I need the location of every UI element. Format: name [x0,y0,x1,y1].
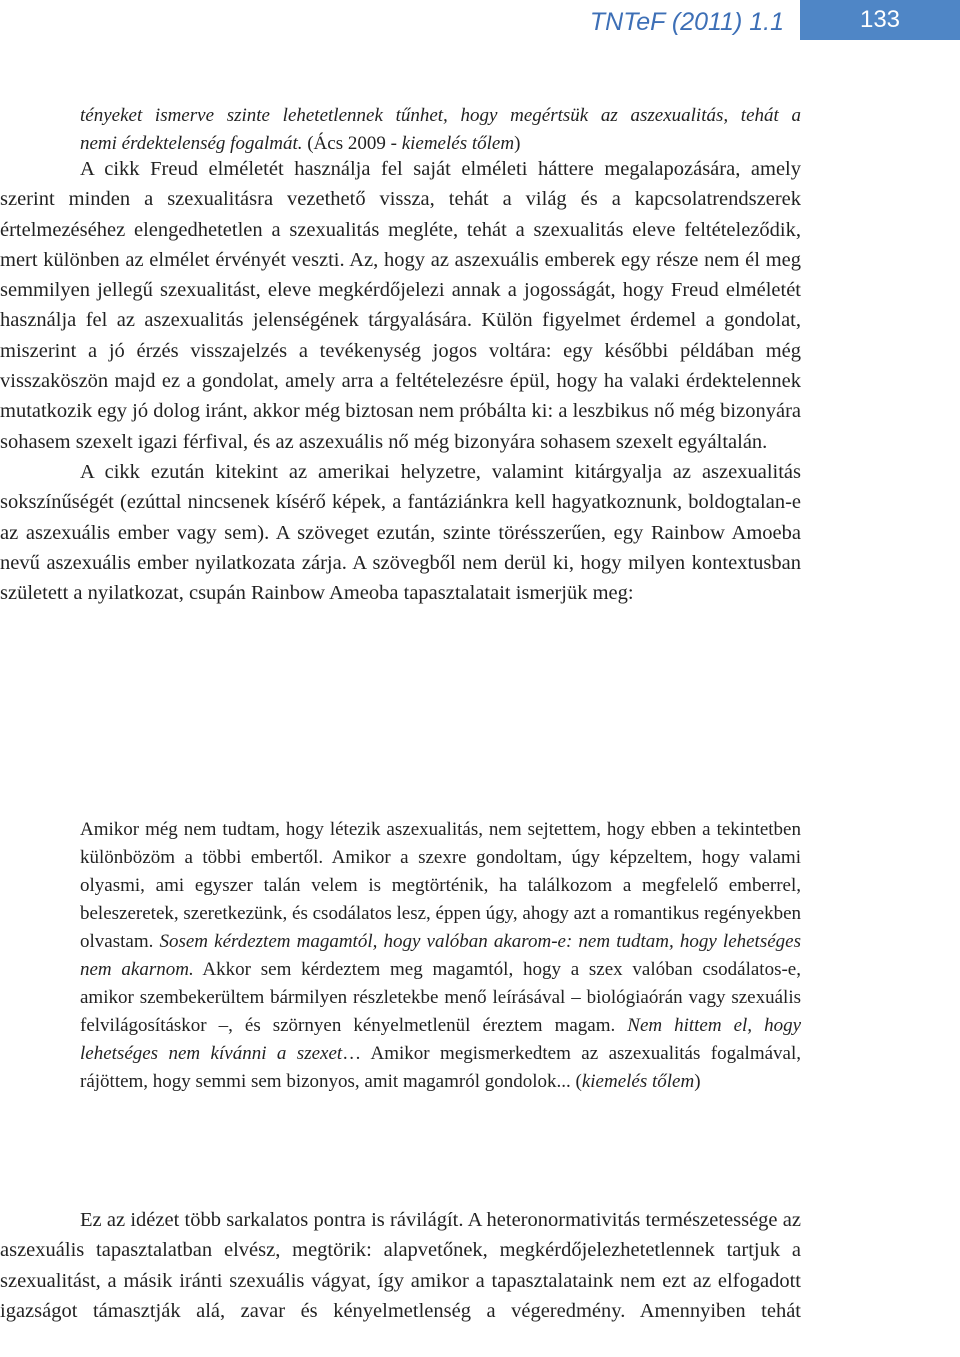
journal-title: TNTeF (2011) 1.1 [589,8,784,36]
intro-line-2: nemi érdektelenség fogalmát. (Ács 2009 - kiemelés tőlem) [80,133,521,154]
paragraph-heteronormativity: Ez az idézet több sarkalatos pontra is rávilágít. A heteronormativitás természetessége az aszexuális tapasztalatban elvész, megtörik: alapvetőnek, megkérdőjelezhetetlennek tartjuk a szexualitást, a másik iránti szexuális vágyat, így amikor a tapasztalataink nem ezt az elfogadott igazságot támasztják alá, zavar és kényelmetlenség a végeredmény. Amennyiben tehát [0,1209,801,1322]
block-quote [80,816,801,1096]
body-text-1 [0,154,801,608]
quote-ending [80,102,801,158]
paragraph-america: A cikk ezután kitekint az amerikai helyzetre, valamint kitárgyalja az aszexualitás sokszínűségét (ezúttal nincsenek kísérő képek, a fantáziánkra kell hagyatkoznunk, boldogtalan-e az aszexuális ember vagy sem). A szöveget ezután, szinte törésszerűen, egy Rainbow Amoeba nevű aszexuális ember nyilatkozata zárja. A szövegből nem derül ki, hogy milyen kontextusban született a nyilatkozat, csupán Rainbow Ameoba tapasztalatait ismerjük meg: [0,460,801,605]
page-header [0,0,960,44]
quote-paragraph: Amikor még nem tudtam, hogy létezik aszexualitás, nem sejtettem, hogy ebben a tekintetben különbözöm a többi embertől. Amikor a szexre gondoltam, úgy képzeltem, hogy valami olyasmi, ami egyszer talán velem is megtörténik, ha találkozom a megfelelő emberrel, beleszeretek, szeretkezünk, és csodálatos lesz, éppen úgy, ahogy azt a romantikus regényekben olvastam. Sosem kérdeztem magamtól, hogy valóban akarom-e: nem tudtam, hogy lehetséges nem akarnom. Akkor sem kérdeztem meg magamtól, hogy a szex valóban csodálatos-e, amikor szembekerültem bármilyen részletekbe menő leírásával – biológiaórán vagy szexuális felvilágosításkor –, és szörnyen kényelmetlenül éreztem magam. Nem hittem el, hogy lehetséges nem kívánni a szexet… Amikor megismerkedtem az aszexualitás fogalmával, rájöttem, hogy semmi sem bizonyos, amit magamról gondolok... (kiemelés tőlem) [80,819,801,1092]
page-number: 133 [800,0,960,40]
body-text-2 [0,1205,801,1326]
intro-line-1: tényeket ismerve szinte lehetetlennek tűnhet, hogy megértsük az aszexualitás, tehát a [80,105,801,126]
paragraph-freud: A cikk Freud elméletét használja fel saját elméleti háttere megalapozására, amely szerint minden a szexualitásra vezethető vissza, tehát a világ és a kapcsolatrendszerek értelmezéséhez elengedhetetlen a szexualitás megléte, tehát a szexualitás eleve feltételeződik, mert különben az elmélet érvényét veszti. Az, hogy az aszexuális emberek egy része nem él meg semmilyen jellegű szexualitást, eleve megkérdőjelezi annak a jogosságát, hogy Freud elméletét használja fel az aszexualitás jelenségének tárgyalására. Külön figyelmet érdemel a gondolat, miszerint a jó érzés visszajelzés a tevékenység jogos voltára: egy későbbi példában még visszaköszön majd ez a gondolat, amely arra a feltételezésre épül, hogy ha valaki érdektelennek mutatkozik egy jó dolog iránt, akkor még biztosan nem próbálta ki: a leszbikus nő még bizonyára sohasem szexelt igazi férfival, és az aszexuális nő még bizonyára sohasem szexelt egyáltalán. [0,158,801,453]
